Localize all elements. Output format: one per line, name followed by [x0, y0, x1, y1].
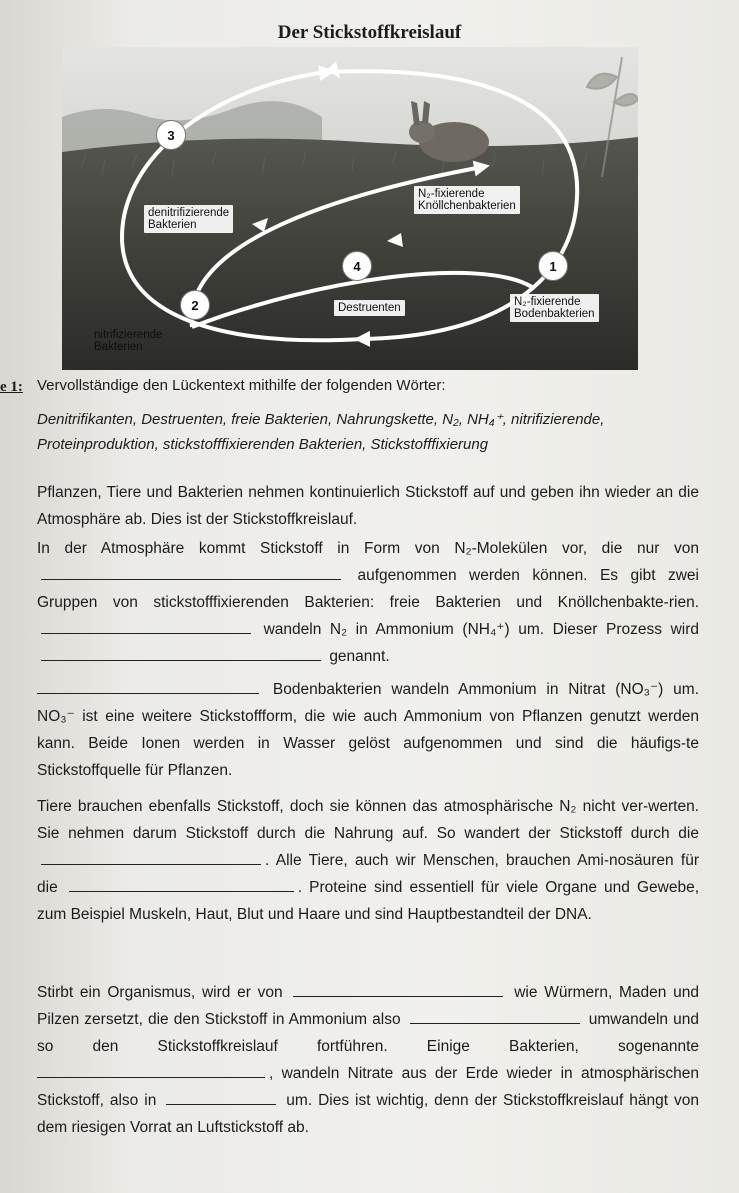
page-title: Der Stickstoffkreislauf [277, 22, 462, 43]
task-number: e 1: [0, 379, 23, 395]
badge-1: 1 [538, 251, 568, 281]
nitrogen-cycle-diagram [62, 47, 638, 370]
label-boden-line1: N₂-fixierende [514, 296, 581, 308]
label-destruenten: Destruenten [334, 300, 405, 316]
badge-2: 2 [180, 290, 210, 320]
text-p2b: aufgenommen werden können. Es gibt zwei Gruppen von stickstofffixierenden Bakterien: freie Bakterien und Knöllchenbakte-rien. [37, 567, 699, 611]
label-knoellchenbakterien [414, 186, 520, 214]
text-p2d: genannt. [329, 648, 390, 665]
blank-10[interactable] [166, 1088, 276, 1105]
word-bank-line1: Denitrifikanten, Destruenten, freie Bakterien, Nahrungskette, N₂, NH₄⁺, nitrifizierende, [37, 411, 605, 428]
task-instruction: Vervollständige den Lückentext mithilfe der folgenden Wörter: [37, 377, 446, 394]
label-denitrifizierende [144, 205, 233, 233]
text-p5d: , wandeln Nitrate aus der Erde wieder in atmosphärischen Stickstoff, also in [37, 1065, 699, 1109]
label-knoellchen-line2: Knöllchenbakterien [418, 200, 516, 212]
blank-2[interactable] [41, 617, 251, 634]
paragraph-decomposition [37, 979, 699, 1141]
paragraph-fixation [37, 535, 699, 670]
blank-6[interactable] [69, 875, 294, 892]
text-p5b: wie Würmern, Maden und Pilzen zersetzt, die den Stickstoff in Ammonium also [37, 984, 700, 1028]
word-bank-line2: Proteinproduktion, stickstofffixierenden Bakterien, Stickstofffixierung [37, 436, 489, 453]
label-nitri-line2: Bakterien [94, 341, 143, 353]
label-denitri-line2: Bakterien [148, 219, 197, 231]
label-knoellchen-line1: N₂-fixierende [418, 188, 485, 200]
label-denitri-line1: denitrifizierende [148, 207, 230, 219]
label-bodenbakterien [510, 294, 599, 322]
blank-3[interactable] [41, 644, 321, 661]
badge-3: 3 [156, 120, 186, 150]
badge-4: 4 [342, 251, 372, 281]
text-p5a: Stirbt ein Organismus, wird er von [37, 984, 283, 1001]
text-p4b: . Alle Tiere, auch wir Menschen, brauchen Ami-nosäuren für die [37, 852, 699, 896]
blank-8[interactable] [410, 1007, 580, 1024]
blank-7[interactable] [293, 980, 503, 997]
label-boden-line2: Bodenbakterien [514, 308, 595, 320]
label-nitri-line1: nitrifizierende [94, 329, 163, 341]
word-bank [37, 407, 697, 457]
paragraph-nitrification [37, 676, 699, 784]
blank-4[interactable] [37, 677, 259, 694]
text-p2c: wandeln N₂ in Ammonium (NH₄⁺) um. Dieser Prozess wird [263, 621, 699, 638]
blank-9[interactable] [37, 1061, 265, 1078]
text-p3a: Bodenbakterien wandeln Ammonium in Nitrat (NO₃⁻) um. NO₃⁻ ist eine weitere Stickstoffform, die wie auch Ammonium von Pflanzen genutzt werden kann. Beide Ionen werden in Wasser gelöst aufgenommen und sind die häufigs-te Stickstoffquelle für Pflanzen. [37, 681, 700, 779]
blank-1[interactable] [41, 563, 341, 580]
text-p5e: um. Dies ist wichtig, denn der Stickstoffkreislauf hängt von dem riesigen Vorrat an Luftstickstoff ab. [37, 1092, 699, 1136]
text-p4a: Tiere brauchen ebenfalls Stickstoff, doch sie können das atmosphärische N₂ nicht ver-werten. Sie nehmen darum Stickstoff durch die Nahrung auf. So wandert der Stickstoff durch die [37, 798, 699, 842]
blank-5[interactable] [41, 848, 261, 865]
text-p4c: . Proteine sind essentiell für viele Organe und Gewebe, zum Beispiel Muskeln, Haut, Blut und Haare und sind Hauptbestandteil der DNA. [37, 879, 699, 923]
paragraph-intro: Pflanzen, Tiere und Bakterien nehmen kontinuierlich Stickstoff auf und geben ihn wieder an die Atmosphäre ab. Dies ist der Stickstoffkreislauf. [37, 484, 699, 528]
label-nitrifizierende [90, 327, 166, 355]
text-p2a: In der Atmosphäre kommt Stickstoff in Form von N₂-Molekülen vor, die nur von [37, 540, 699, 557]
paragraph-animals [37, 793, 699, 928]
text-p5c: umwandeln und so den Stickstoffkreislauf fortführen. Einige Bakterien, sogenannte [37, 1011, 699, 1055]
